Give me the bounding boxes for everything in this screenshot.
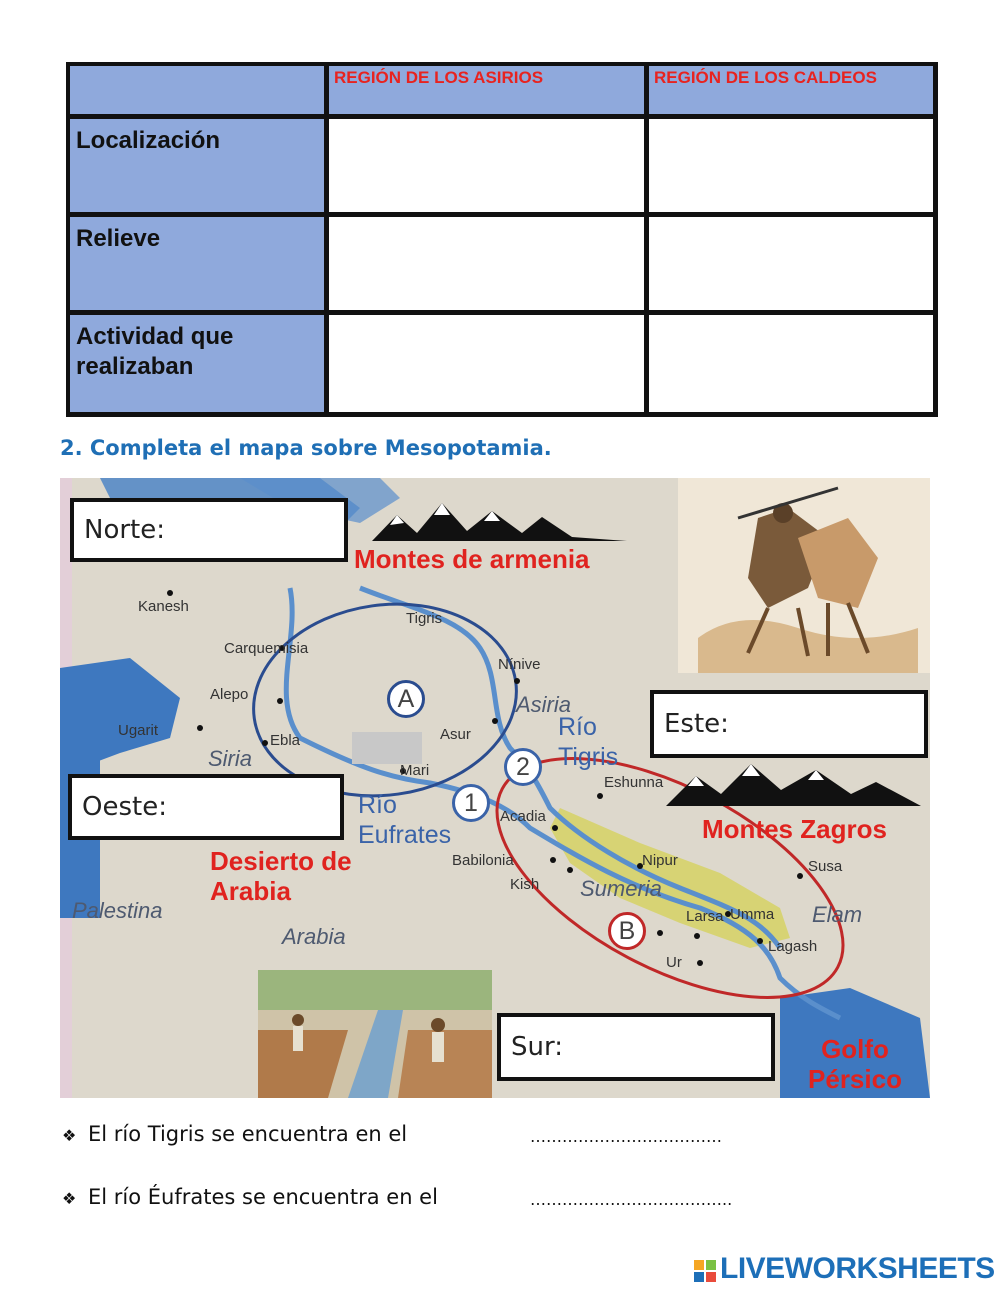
city-label: Larsa	[686, 908, 724, 925]
rio-tigris-label: Río Tigris	[558, 713, 619, 771]
oeste-label: Oeste:	[82, 792, 167, 822]
column-header-asirios	[326, 62, 646, 116]
marker-1: 1	[452, 784, 490, 822]
row-header-label: Actividad que realizaban	[76, 323, 234, 380]
city-label: Acadia	[500, 808, 546, 825]
area-label: Elam	[812, 902, 863, 927]
city-label: Asur	[440, 726, 471, 743]
column-header-caldeos	[646, 62, 938, 116]
column-header-label: REGIÓN DE LOS ASIRIOS	[334, 68, 544, 87]
city-label: Ur	[666, 954, 682, 971]
row-header-localizacion	[66, 116, 326, 214]
montes-armenia-label: Montes de armenia	[354, 544, 590, 574]
este-answer-box[interactable]	[650, 690, 928, 758]
answer-cell-actividad-asirios[interactable]	[326, 312, 646, 417]
answer-cell-relieve-caldeos[interactable]	[646, 214, 938, 312]
city-label: Carquemisia	[224, 640, 309, 657]
canal-image-icon	[258, 970, 492, 1098]
statement-eufrates	[62, 1185, 438, 1209]
sur-answer-box[interactable]	[497, 1013, 775, 1081]
statement-text: El río Éufrates se encuentra en el	[88, 1185, 438, 1209]
answer-cell-actividad-caldeos[interactable]	[646, 312, 938, 417]
statement-tigris	[62, 1122, 407, 1146]
answer-cell-localizacion-caldeos[interactable]	[646, 116, 938, 214]
oeste-answer-box[interactable]	[68, 774, 344, 840]
row-header-label: Localización	[76, 127, 221, 154]
area-label: Siria	[208, 746, 253, 771]
row-header-actividad	[66, 312, 326, 417]
row-header-relieve	[66, 214, 326, 312]
statement-text: El río Tigris se encuentra en el	[88, 1122, 408, 1146]
answer-cell-localizacion-asirios[interactable]	[326, 116, 646, 214]
answer-blank-eufrates[interactable]: ………………………………..	[530, 1190, 733, 1209]
table-border	[66, 62, 938, 66]
city-label: Ugarit	[118, 722, 159, 739]
table-border	[66, 412, 938, 417]
city-label: Lagash	[768, 938, 818, 955]
warrior-image-icon	[678, 478, 930, 673]
answer-cell-relieve-asirios[interactable]	[326, 214, 646, 312]
city-label: Umma	[730, 906, 775, 923]
question-title: 2. Completa el mapa sobre Mesopotamia.	[60, 436, 552, 460]
city-label: Nínive	[498, 656, 541, 673]
city-label: Alepo	[210, 686, 249, 703]
warrior-illustration	[678, 478, 930, 673]
area-label: Palestina	[72, 898, 163, 923]
city-label: Ebla	[270, 732, 301, 749]
table-corner-cell	[66, 62, 326, 116]
golfo-persico-label: Golfo Pérsico	[808, 1034, 902, 1094]
liveworksheets-icon	[694, 1256, 716, 1278]
city-label: Kanesh	[138, 598, 189, 615]
marker-a: A	[387, 680, 425, 718]
city-label: Nipur	[642, 852, 678, 869]
answer-blank-tigris[interactable]: ………………………………	[530, 1127, 722, 1146]
norte-answer-box[interactable]	[70, 498, 348, 562]
city-label: Mari	[400, 762, 430, 779]
city-label: Tigris	[406, 610, 443, 627]
table-border	[66, 114, 938, 119]
marker-b: B	[608, 912, 646, 950]
norte-label: Norte:	[84, 515, 165, 545]
table-border	[66, 310, 938, 315]
city-label: Babilonia	[452, 852, 514, 869]
area-label: Arabia	[282, 924, 346, 949]
sur-label: Sur:	[511, 1032, 563, 1062]
diamond-bullet-icon: ❖	[62, 1189, 77, 1208]
este-label: Este:	[664, 709, 729, 739]
city-label: Kish	[510, 876, 540, 893]
city-label: Susa	[808, 858, 843, 875]
canal-illustration	[258, 970, 492, 1098]
desierto-arabia-label: Desierto de Arabia	[210, 846, 352, 906]
area-label: Sumeria	[580, 876, 662, 901]
table-border	[66, 212, 938, 217]
mesopotamia-map	[60, 478, 930, 1098]
area-label: Asiria	[516, 692, 572, 717]
marker-2: 2	[504, 748, 542, 786]
rio-eufrates-label: Río Eufrates	[358, 791, 452, 849]
montes-zagros-label: Montes Zagros	[702, 814, 887, 844]
comparison-table	[66, 62, 938, 417]
brand-text: LIVEWORKSHEETS	[720, 1252, 995, 1285]
column-header-label: REGIÓN DE LOS CALDEOS	[654, 68, 877, 87]
liveworksheets-logo	[694, 1252, 995, 1286]
diamond-bullet-icon: ❖	[62, 1126, 77, 1145]
row-header-label: Relieve	[76, 225, 161, 252]
city-label: Eshunna	[604, 774, 664, 791]
